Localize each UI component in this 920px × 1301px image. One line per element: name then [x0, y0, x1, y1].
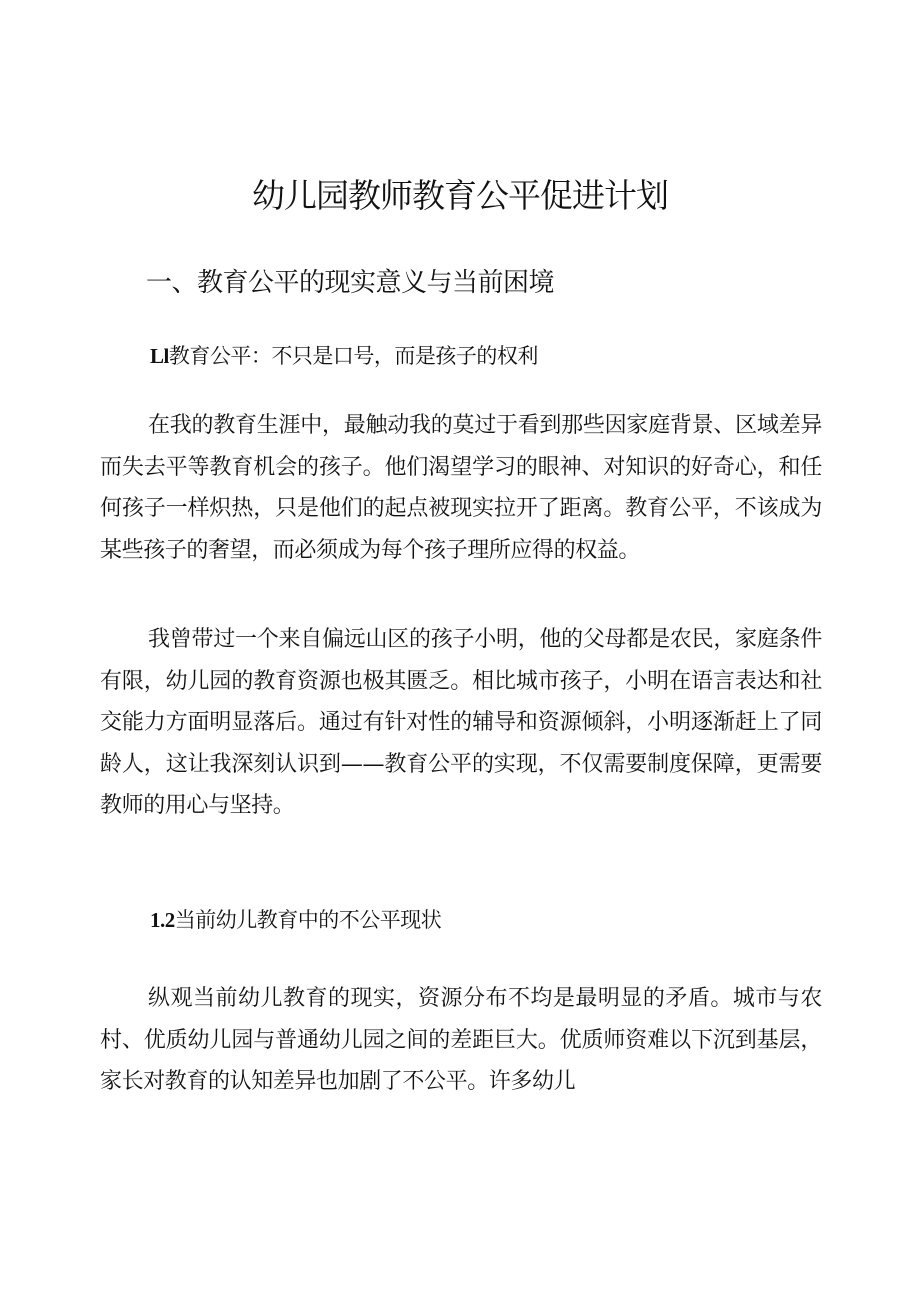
paragraph: 纵观当前幼儿教育的现实，资源分布不均是最明显的矛盾。城市与农村、优质幼儿园与普通幼儿园之间的差距巨大。优质师资难以下沉到基层，家长对教育的认知差异也加剧了不公平。许多幼儿 [100, 986, 822, 1094]
subsection-title: 当前幼儿教育中的不公平现状 [174, 908, 442, 932]
subsection-heading-1-1 [150, 338, 538, 374]
document-title: 幼儿园教师教育公平促进计划 [252, 176, 668, 215]
subsection-number: Ll [150, 344, 169, 368]
subsection-number: 1.2 [150, 908, 175, 932]
paragraph: 在我的教育生涯中，最触动我的莫过于看到那些因家庭背景、区域差异而失去平等教育机会的孩子。他们渴望学习的眼神、对知识的好奇心，和任何孩子一样炽热，只是他们的起点被现实拉开了距离。教育公平，不该成为某些孩子的奢望，而必须成为每个孩子理所应得的权益。 [100, 413, 822, 563]
subsection-title: 教育公平：不只是口号，而是孩子的权利 [168, 344, 538, 368]
paragraph: 我曾带过一个来自偏远山区的孩子小明，他的父母都是农民，家庭条件有限，幼儿园的教育资源也极其匮乏。相比城市孩子，小明在语言表达和社交能力方面明显落后。通过有针对性的辅导和资源倾斜，小明逐渐赶上了同龄人，这让我深刻认识到——教育公平的实现，不仅需要制度保障，更需要教师的用心与坚持。 [100, 627, 822, 818]
section-heading: 一、教育公平的现实意义与当前困境 [146, 268, 555, 298]
subsection-heading-1-2 [150, 902, 441, 938]
